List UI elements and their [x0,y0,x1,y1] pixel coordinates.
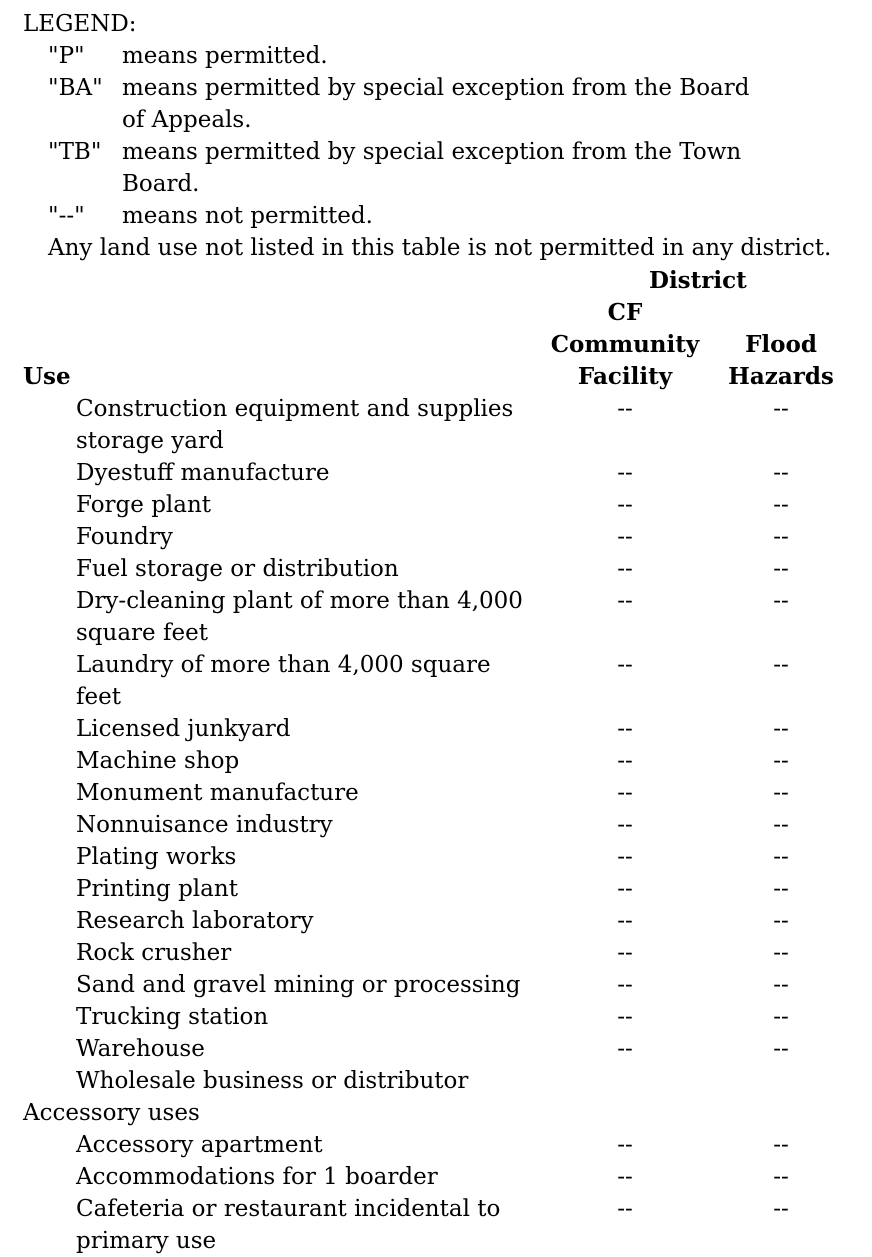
cf-cell: -- [617,716,633,742]
use-cell: Licensed junkyard [76,716,291,742]
legend-title: LEGEND: [23,11,137,37]
use-cell: Wholesale business or distributor [76,1068,469,1094]
legend-code: "--" [48,203,85,229]
use-cell: Dyestuff manufacture [76,460,330,486]
legend [23,8,863,264]
table-row [23,937,863,969]
cf-cell: -- [617,1164,633,1190]
table-row [23,649,863,713]
use-cell: Warehouse [76,1036,205,1062]
fh-header-line: Flood [745,331,817,358]
use-cell: Accessory apartment [76,1132,323,1158]
use-cell: Nonnuisance industry [76,812,333,838]
fh-cell: -- [773,396,789,422]
fh-cell: -- [773,780,789,806]
table-body [23,393,863,1257]
fh-cell: -- [773,716,789,742]
cf-cell: -- [617,972,633,998]
cf-cell: -- [617,844,633,870]
use-cell: Fuel storage or distribution [76,556,399,582]
cf-cell: -- [617,588,633,614]
cf-cell: -- [617,1004,633,1030]
section-heading-accessory-uses: Accessory uses [23,1100,200,1126]
table-row [23,393,863,457]
fh-cell: -- [773,460,789,486]
cf-header-line: Facility [577,363,673,390]
table-row [23,713,863,745]
use-cell: Sand and gravel mining or processing [76,972,521,998]
fh-cell: -- [773,876,789,902]
fh-cell: -- [773,908,789,934]
fh-cell: -- [773,1036,789,1062]
use-cell: Research laboratory [76,908,314,934]
cf-cell: -- [617,556,633,582]
legend-entry-tb [23,136,863,200]
section-row [23,1097,863,1129]
legend-entry-p [23,40,863,72]
cf-cell: -- [617,780,633,806]
table-row [23,553,863,585]
legend-note: Any land use not listed in this table is not permitted in any district. [48,235,832,261]
fh-cell: -- [773,652,789,678]
use-cell: Accommodations for 1 boarder [76,1164,438,1190]
table-row [23,745,863,777]
table-row [23,777,863,809]
use-column-header: Use [23,363,71,390]
legend-desc: means permitted by special exception from the Town Board. [122,139,742,197]
use-cell: Forge plant [76,492,212,518]
cf-cell: -- [617,748,633,774]
cf-cell: -- [617,908,633,934]
legend-entry-not-permitted [23,200,863,232]
district-header-row [23,265,863,297]
legend-desc: means not permitted. [122,203,373,229]
fh-cell: -- [773,972,789,998]
use-cell: Trucking station [76,1004,269,1030]
fh-cell: -- [773,492,789,518]
cf-cell: -- [617,524,633,550]
table-row [23,1161,863,1193]
cf-header-line: Community [550,331,700,358]
use-cell: Construction equipment and supplies storage yard [76,396,514,454]
use-cell: Foundry [76,524,173,550]
table-row [23,457,863,489]
table-row [23,969,863,1001]
table-row [23,521,863,553]
cf-cell: -- [617,1196,633,1222]
use-cell: Monument manufacture [76,780,359,806]
use-cell: Printing plant [76,876,238,902]
legend-code: "TB" [48,139,102,165]
fh-cell: -- [773,844,789,870]
legend-entry-ba [23,72,863,136]
fh-cell: -- [773,1004,789,1030]
table-row [23,1001,863,1033]
use-cell: Cafeteria or restaurant incidental to primary use [76,1196,501,1254]
fh-cell [721,1065,841,1097]
fh-cell: -- [773,524,789,550]
fh-cell: -- [773,588,789,614]
column-header-row [23,297,863,393]
cf-cell: -- [617,396,633,422]
fh-cell: -- [773,556,789,582]
table-row [23,873,863,905]
use-cell: Rock crusher [76,940,232,966]
fh-cell: -- [773,940,789,966]
use-cell: Machine shop [76,748,240,774]
fh-cell: -- [773,1132,789,1158]
table-row [23,585,863,649]
table-row [23,841,863,873]
cf-cell: -- [617,460,633,486]
table-row [23,905,863,937]
cf-cell [545,1065,705,1097]
cf-cell: -- [617,940,633,966]
table-row [23,1065,863,1097]
fh-cell: -- [773,812,789,838]
table-row [23,809,863,841]
fh-cell: -- [773,1196,789,1222]
table-row [23,489,863,521]
flood-hazards-column-header [721,329,841,393]
legend-desc: means permitted by special exception from the Board of Appeals. [122,75,750,133]
cf-column-header [545,297,705,393]
cf-header-line: CF [607,299,643,326]
fh-cell: -- [773,1164,789,1190]
cf-cell: -- [617,652,633,678]
table-row [23,1193,863,1257]
cf-cell: -- [617,492,633,518]
cf-cell: -- [617,1036,633,1062]
table-row [23,1033,863,1065]
cf-cell: -- [617,812,633,838]
use-cell: Dry-cleaning plant of more than 4,000 square feet [76,588,523,646]
use-cell: Plating works [76,844,237,870]
table-row [23,1129,863,1161]
cf-cell: -- [617,876,633,902]
fh-cell: -- [773,748,789,774]
legend-code: "P" [48,43,85,69]
use-cell: Laundry of more than 4,000 square feet [76,652,491,710]
legend-desc: means permitted. [122,43,328,69]
legend-code: "BA" [48,75,103,101]
cf-cell: -- [617,1132,633,1158]
district-header: District [649,267,747,294]
fh-header-line: Hazards [728,363,834,390]
